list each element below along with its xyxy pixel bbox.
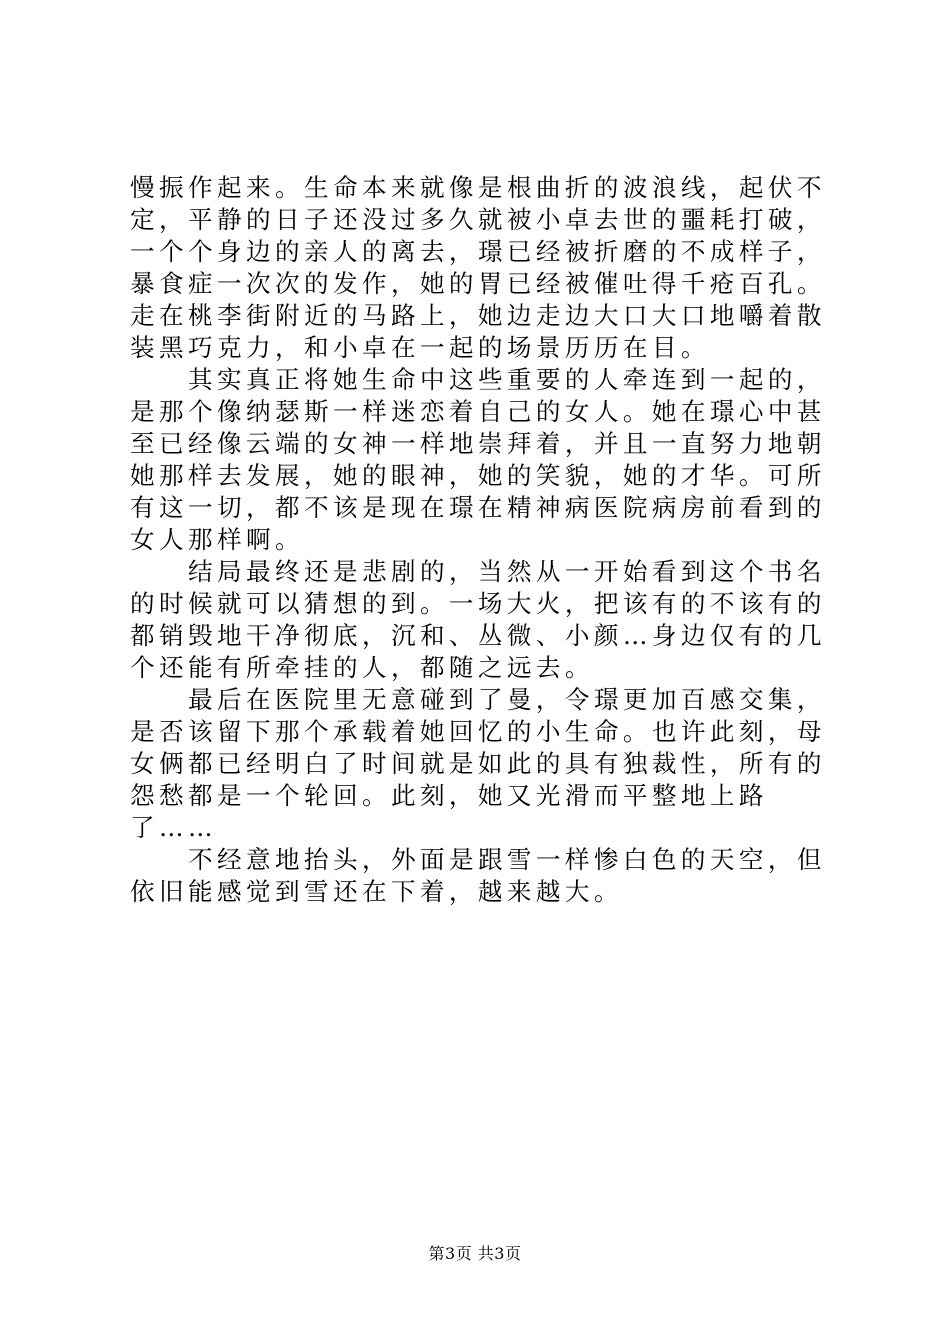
paragraph: 不经意地抬头，外面是跟雪一样惨白色的天空，但依旧能感觉到雪还在下着，越来越大。 xyxy=(130,845,826,906)
paragraph: 最后在医院里无意碰到了曼，令璟更加百感交集，是否该留下那个承载着她回忆的小生命。也许此刻，母女俩都已经明白了时间就是如此的具有独裁性，所有的怨愁都是一个轮回。此刻，她又光滑而平整地上路了…… xyxy=(130,685,826,842)
document-body xyxy=(130,172,830,908)
paragraph: 其实真正将她生命中这些重要的人牵连到一起的，是那个像纳瑟斯一样迷恋着自己的女人。她在璟心中甚至已经像云端的女神一样地崇拜着，并且一直努力地朝她那样去发展，她的眼神，她的笑貌，她的才华。可所有这一切，都不该是现在璟在精神病医院病房前看到的女人那样啊。 xyxy=(130,365,826,554)
paragraph: 结局最终还是悲剧的，当然从一开始看到这个书名的时候就可以猜想的到。一场大火，把该有的不该有的都销毁地干净彻底，沉和、丛微、小颜…身边仅有的几个还能有所牵挂的人，都随之远去。 xyxy=(130,557,826,682)
page-number-footer: 第3页 共3页 xyxy=(428,1244,522,1263)
paragraph-continuation: 慢振作起来。生命本来就像是根曲折的波浪线，起伏不定，平静的日子还没过多久就被小卓去世的噩耗打破，一个个身边的亲人的离去，璟已经被折磨的不成样子，暴食症一次次的发作，她的胃已经被催吐得千疮百孔。走在桃李街附近的马路上，她边走边大口大口地嚼着散装黑巧克力，和小卓在一起的场景历历在目。 xyxy=(130,173,826,362)
